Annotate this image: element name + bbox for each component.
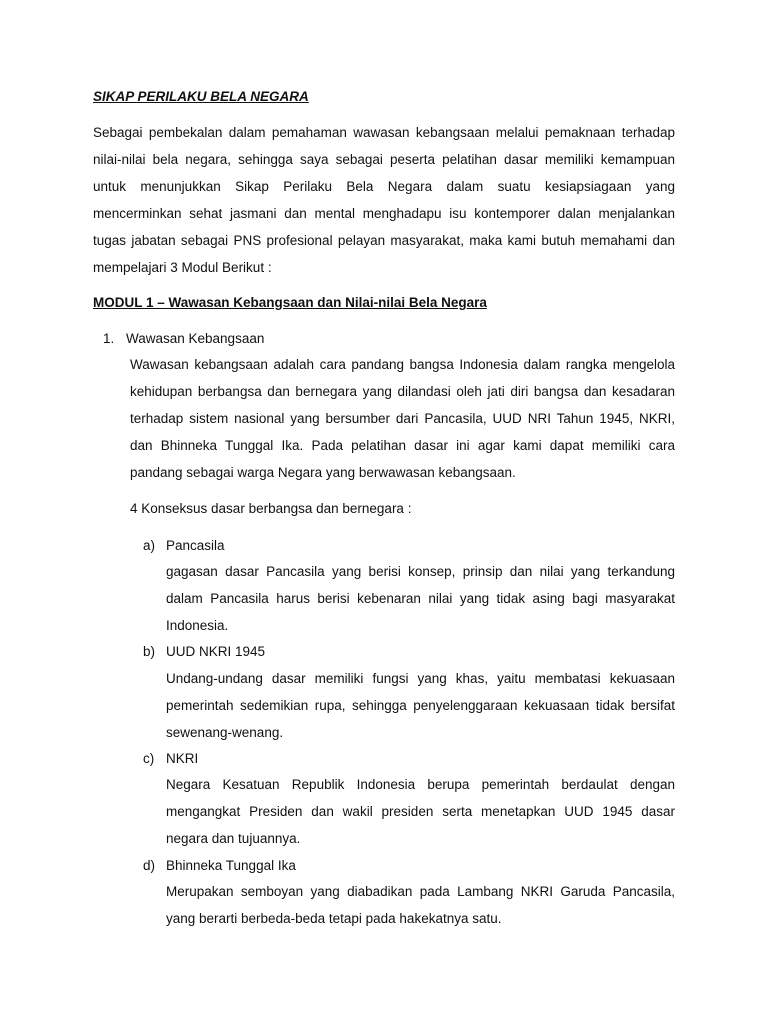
item-body-line: terhadap sistem nasional yang bersumber dari Pancasila, UUD NRI Tahun 1945, NKRI, [130,411,675,426]
sublist-body-line: mengangkat Presiden dan wakil presiden serta menetapkan UUD 1945 dasar [166,804,675,819]
sublist-label: NKRI [166,751,199,766]
sublist-body-line: Indonesia. [166,618,229,633]
sublist-marker: a) [143,538,156,553]
sublist-marker: b) [143,644,156,659]
sublist-body-line: dalam Pancasila harus berisi kebenaran nilai yang tidak asing bagi masyarakat [166,591,675,606]
intro-line: Sebagai pembekalan dalam pemahaman wawasan kebangsaan melalui pemaknaan terhadap [93,125,675,140]
sublist-body-line: pemerintah sedemikian rupa, sehingga penyelenggaraan kekuasaan tidak bersifat [166,698,675,713]
konsensus-heading: 4 Konseksus dasar berbangsa dan bernegara : [130,501,412,516]
item-body-line: Wawasan kebangsaan adalah cara pandang bangsa Indonesia dalam rangka mengelola [130,357,675,372]
sublist-label: Pancasila [166,538,225,553]
sublist-body-line: Undang-undang dasar memiliki fungsi yang khas, yaitu membatasi kekuasaan [166,671,675,686]
item-body-line: pandang sebagai warga Negara yang berwawasan kebangsaan. [130,465,516,480]
sublist-body-line: Merupakan semboyan yang diabadikan pada Lambang NKRI Garuda Pancasila, [166,884,675,899]
intro-line: mencerminkan sehat jasmani dan mental menghadapu isu kontemporer dalan menjalankan [93,206,675,221]
intro-line: mempelajari 3 Modul Berikut : [93,260,272,275]
modul-heading: MODUL 1 – Wawasan Kebangsaan dan Nilai-nilai Bela Negara [93,295,487,310]
list-item-label: Wawasan Kebangsaan [126,331,265,346]
intro-line: nilai-nilai bela negara, sehingga saya sebagai peserta pelatihan dasar memiliki kemampuan [93,152,675,167]
item-body-line: kehidupan berbangsa dan bernegara yang dilandasi oleh jati diri bangsa dan kesadaran [130,384,675,399]
sublist-body-line: gagasan dasar Pancasila yang berisi konsep, prinsip dan nilai yang terkandung [166,564,675,579]
sublist-label: UUD NKRI 1945 [166,644,266,659]
intro-line: untuk menunjukkan Sikap Perilaku Bela Negara dalam suatu kesiapsiagaan yang [93,179,675,194]
sublist-marker: d) [143,858,156,873]
document-title: SIKAP PERILAKU BELA NEGARA [93,89,309,104]
sublist-body-line: sewenang-wenang. [166,725,284,740]
sublist-body-line: Negara Kesatuan Republik Indonesia berupa pemerintah berdaulat dengan [166,777,675,792]
intro-line: tugas jabatan sebagai PNS profesional pelayan masyarakat, maka kami butuh memahami dan [93,233,675,248]
list-number: 1. [103,331,115,346]
sublist-body-line: negara dan tujuannya. [166,831,301,846]
sublist-label: Bhinneka Tunggal Ika [166,858,296,873]
sublist-body-line: yang berarti berbeda-beda tetapi pada hakekatnya satu. [166,911,502,926]
sublist-marker: c) [143,751,155,766]
item-body-line: dan Bhinneka Tunggal Ika. Pada pelatihan dasar ini agar kami dapat memiliki cara [130,438,675,453]
